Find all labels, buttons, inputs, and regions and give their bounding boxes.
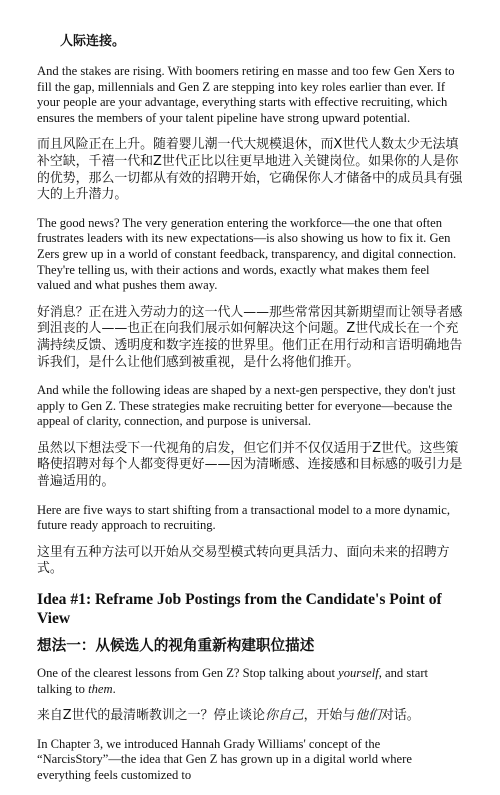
lesson-en-emphasis-them: them (88, 681, 113, 696)
lesson-zh-after: 对话。 (381, 708, 420, 724)
section-heading-zh: 想法一：从候选人的视角重新构建职位描述 (37, 637, 315, 655)
paragraph-stakes-en: And the stakes are rising. With boomers retiring en masse and too few Gen Xers to fill the gap, millennials and Gen Z are stepping into key roles earlier than ever. If your people are your advantage, everything starts with effective recruiting, which ensures the members of your talent pipeline have strong upward potential. (37, 64, 455, 125)
lesson-zh-emphasis-yourself: 你自己 (264, 708, 304, 724)
paragraph-stakes-zh: 而且风险正在上升。随着婴儿潮一代大规模退休，而X世代人数太少无法填补空缺，千禧一代和Z世代正比以往更早地进入关键岗位。如果你的人是你的优势，那么一切都从有效的招聘开始，它确保你人才储备中的成员具有强大的上升潜力。 (37, 137, 463, 203)
paragraph-five-ways-en: Here are five ways to start shifting from a transactional model to a more dynamic, future ready approach to recruiting. (37, 502, 451, 533)
lesson-en-before: One of the clearest lessons from Gen Z? Stop talking about (37, 666, 339, 681)
paragraph-five-ways-zh: 这里有五种方法可以开始从交易型模式转向更具活力、面向未来的招聘方式。 (37, 544, 450, 577)
paragraph-good-news-zh: 好消息？正在进入劳动力的这一代人——那些常常因其新期望而让领导者感到沮丧的人——也正在向我们展示如何解决这个问题。Z世代成长在一个充满持续反馈、透明度和数字连接的世界里。他们正在用行动和言语明确地告诉我们，是什么让他们感到被重视，是什么将他们推开。 (37, 304, 463, 370)
lesson-en-middle: , and start talking to (37, 666, 429, 696)
paragraph-chapter3-en: In Chapter 3, we introduced Hannah Grady Williams' concept of the “NarcisStory”—the idea that Gen Z has grown up in a digital world where everything feels customized to (37, 736, 412, 782)
paragraph-next-gen-zh: 虽然以下想法受下一代视角的启发，但它们并不仅仅适用于Z世代。这些策略使招聘对每个人都变得更好——因为清晰感、连接感和目标感的吸引力是普遍适用的。 (37, 440, 463, 490)
lesson-zh-middle: ，开始与 (303, 708, 356, 724)
document-page (37, 0, 465, 795)
lesson-en-emphasis-yourself: yourself (338, 666, 379, 681)
paragraph-lesson-zh (37, 708, 465, 725)
section-heading-en: Idea #1: Reframe Job Postings from the Candidate's Point of View (37, 591, 442, 628)
top-fragment-zh: 人际连接。 (60, 34, 126, 49)
paragraph-good-news-en: The good news? The very generation entering the workforce—the one that often frustrates leaders with its new expectations—is also showing us how to fix it. Gen Zers grew up in a world of constant feedback, transparency, and digital connection. They're telling us, with their actions and words, exactly what makes them feel valued and what pushes them away. (37, 215, 457, 293)
lesson-zh-before: 来自Z世代的最清晰教训之一？停止谈论 (37, 708, 265, 724)
lesson-en-after: . (112, 681, 116, 696)
paragraph-next-gen-en: And while the following ideas are shaped by a next-gen perspective, they don't just apply to Gen Z. These strategies make recruiting better for everyone—because the appeal of clarity, connection, and purpose is universal. (37, 383, 456, 429)
lesson-zh-emphasis-them: 他们 (355, 708, 381, 724)
paragraph-lesson-en (37, 666, 465, 697)
